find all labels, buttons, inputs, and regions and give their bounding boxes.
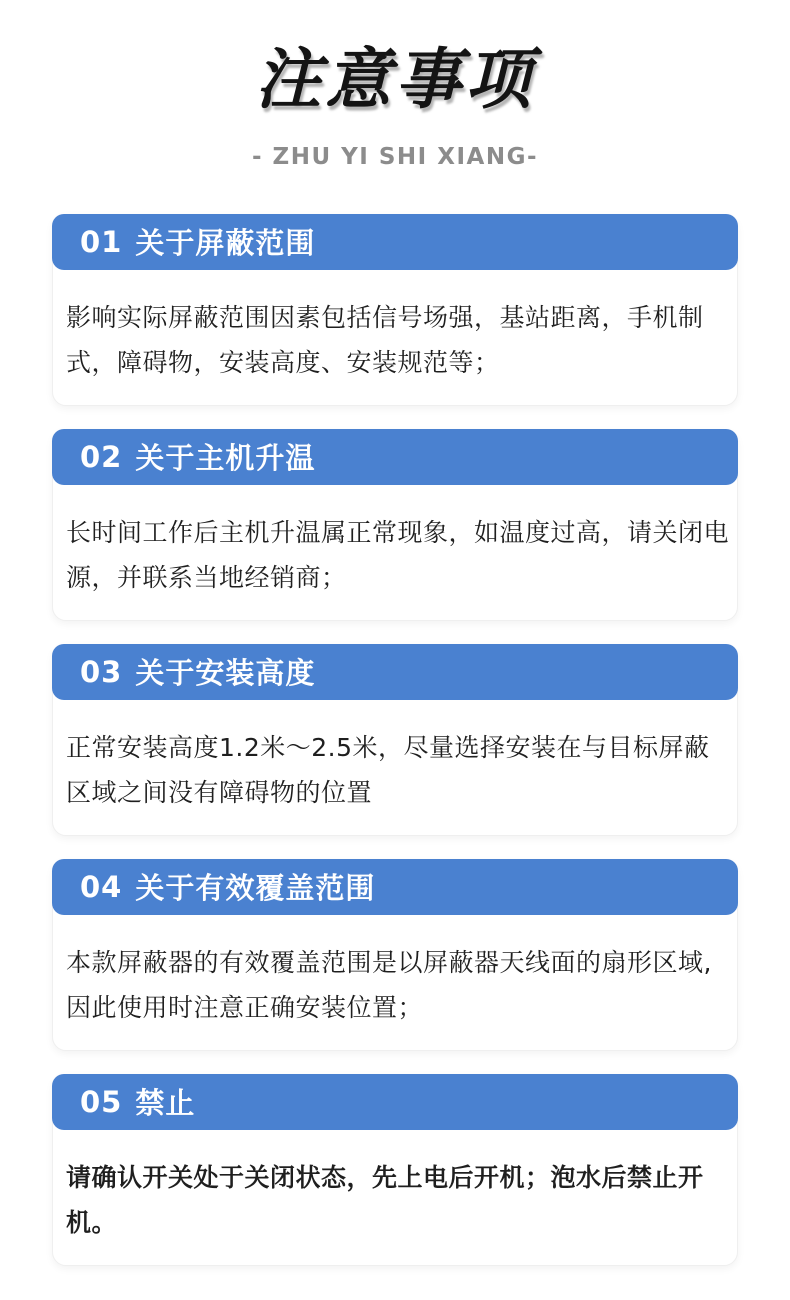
section-header [52, 859, 738, 915]
page-title: 注意事项 [255, 41, 535, 118]
section-card [52, 1074, 738, 1266]
section-title: 禁止 [135, 1086, 196, 1121]
section-body-text: 长时间工作后主机升温属正常现象，如温度过高，请关闭电源，并联系当地经销商； [66, 517, 730, 592]
section-number: 05 [80, 1084, 123, 1119]
section-title: 关于有效覆盖范围 [135, 871, 376, 906]
section-title: 关于主机升温 [135, 441, 316, 476]
title-block [0, 42, 790, 170]
section-install-height [52, 644, 738, 836]
section-body-text: 请确认开关处于关闭状态，先上电后开机；泡水后禁止开机。 [66, 1162, 704, 1237]
section-coverage-range [52, 859, 738, 1051]
section-host-heating [52, 429, 738, 621]
section-title: 关于屏蔽范围 [135, 226, 316, 261]
page-subtitle: - ZHU YI SHI XIANG- [251, 143, 539, 170]
section-shielding-range [52, 214, 738, 406]
section-card [52, 429, 738, 621]
section-prohibited [52, 1074, 738, 1266]
sections-list [52, 214, 738, 1266]
section-number: 03 [80, 654, 123, 689]
section-number: 04 [80, 869, 123, 904]
section-body-text: 正常安装高度1.2米～2.5米，尽量选择安装在与目标屏蔽区域之间没有障碍物的位置 [66, 732, 710, 807]
section-card [52, 644, 738, 836]
section-header [52, 429, 738, 485]
section-body-text: 本款屏蔽器的有效覆盖范围是以屏蔽器天线面的扇形区域,因此使用时注意正确安装位置； [66, 947, 712, 1022]
section-card [52, 859, 738, 1051]
section-body-text: 影响实际屏蔽范围因素包括信号场强，基站距离，手机制式，障碍物，安装高度、安装规范等； [66, 302, 704, 377]
section-header [52, 214, 738, 270]
section-number: 02 [80, 439, 123, 474]
section-card [52, 214, 738, 406]
section-header [52, 1074, 738, 1130]
section-header [52, 644, 738, 700]
section-title: 关于安装高度 [135, 656, 316, 691]
section-number: 01 [80, 224, 123, 259]
